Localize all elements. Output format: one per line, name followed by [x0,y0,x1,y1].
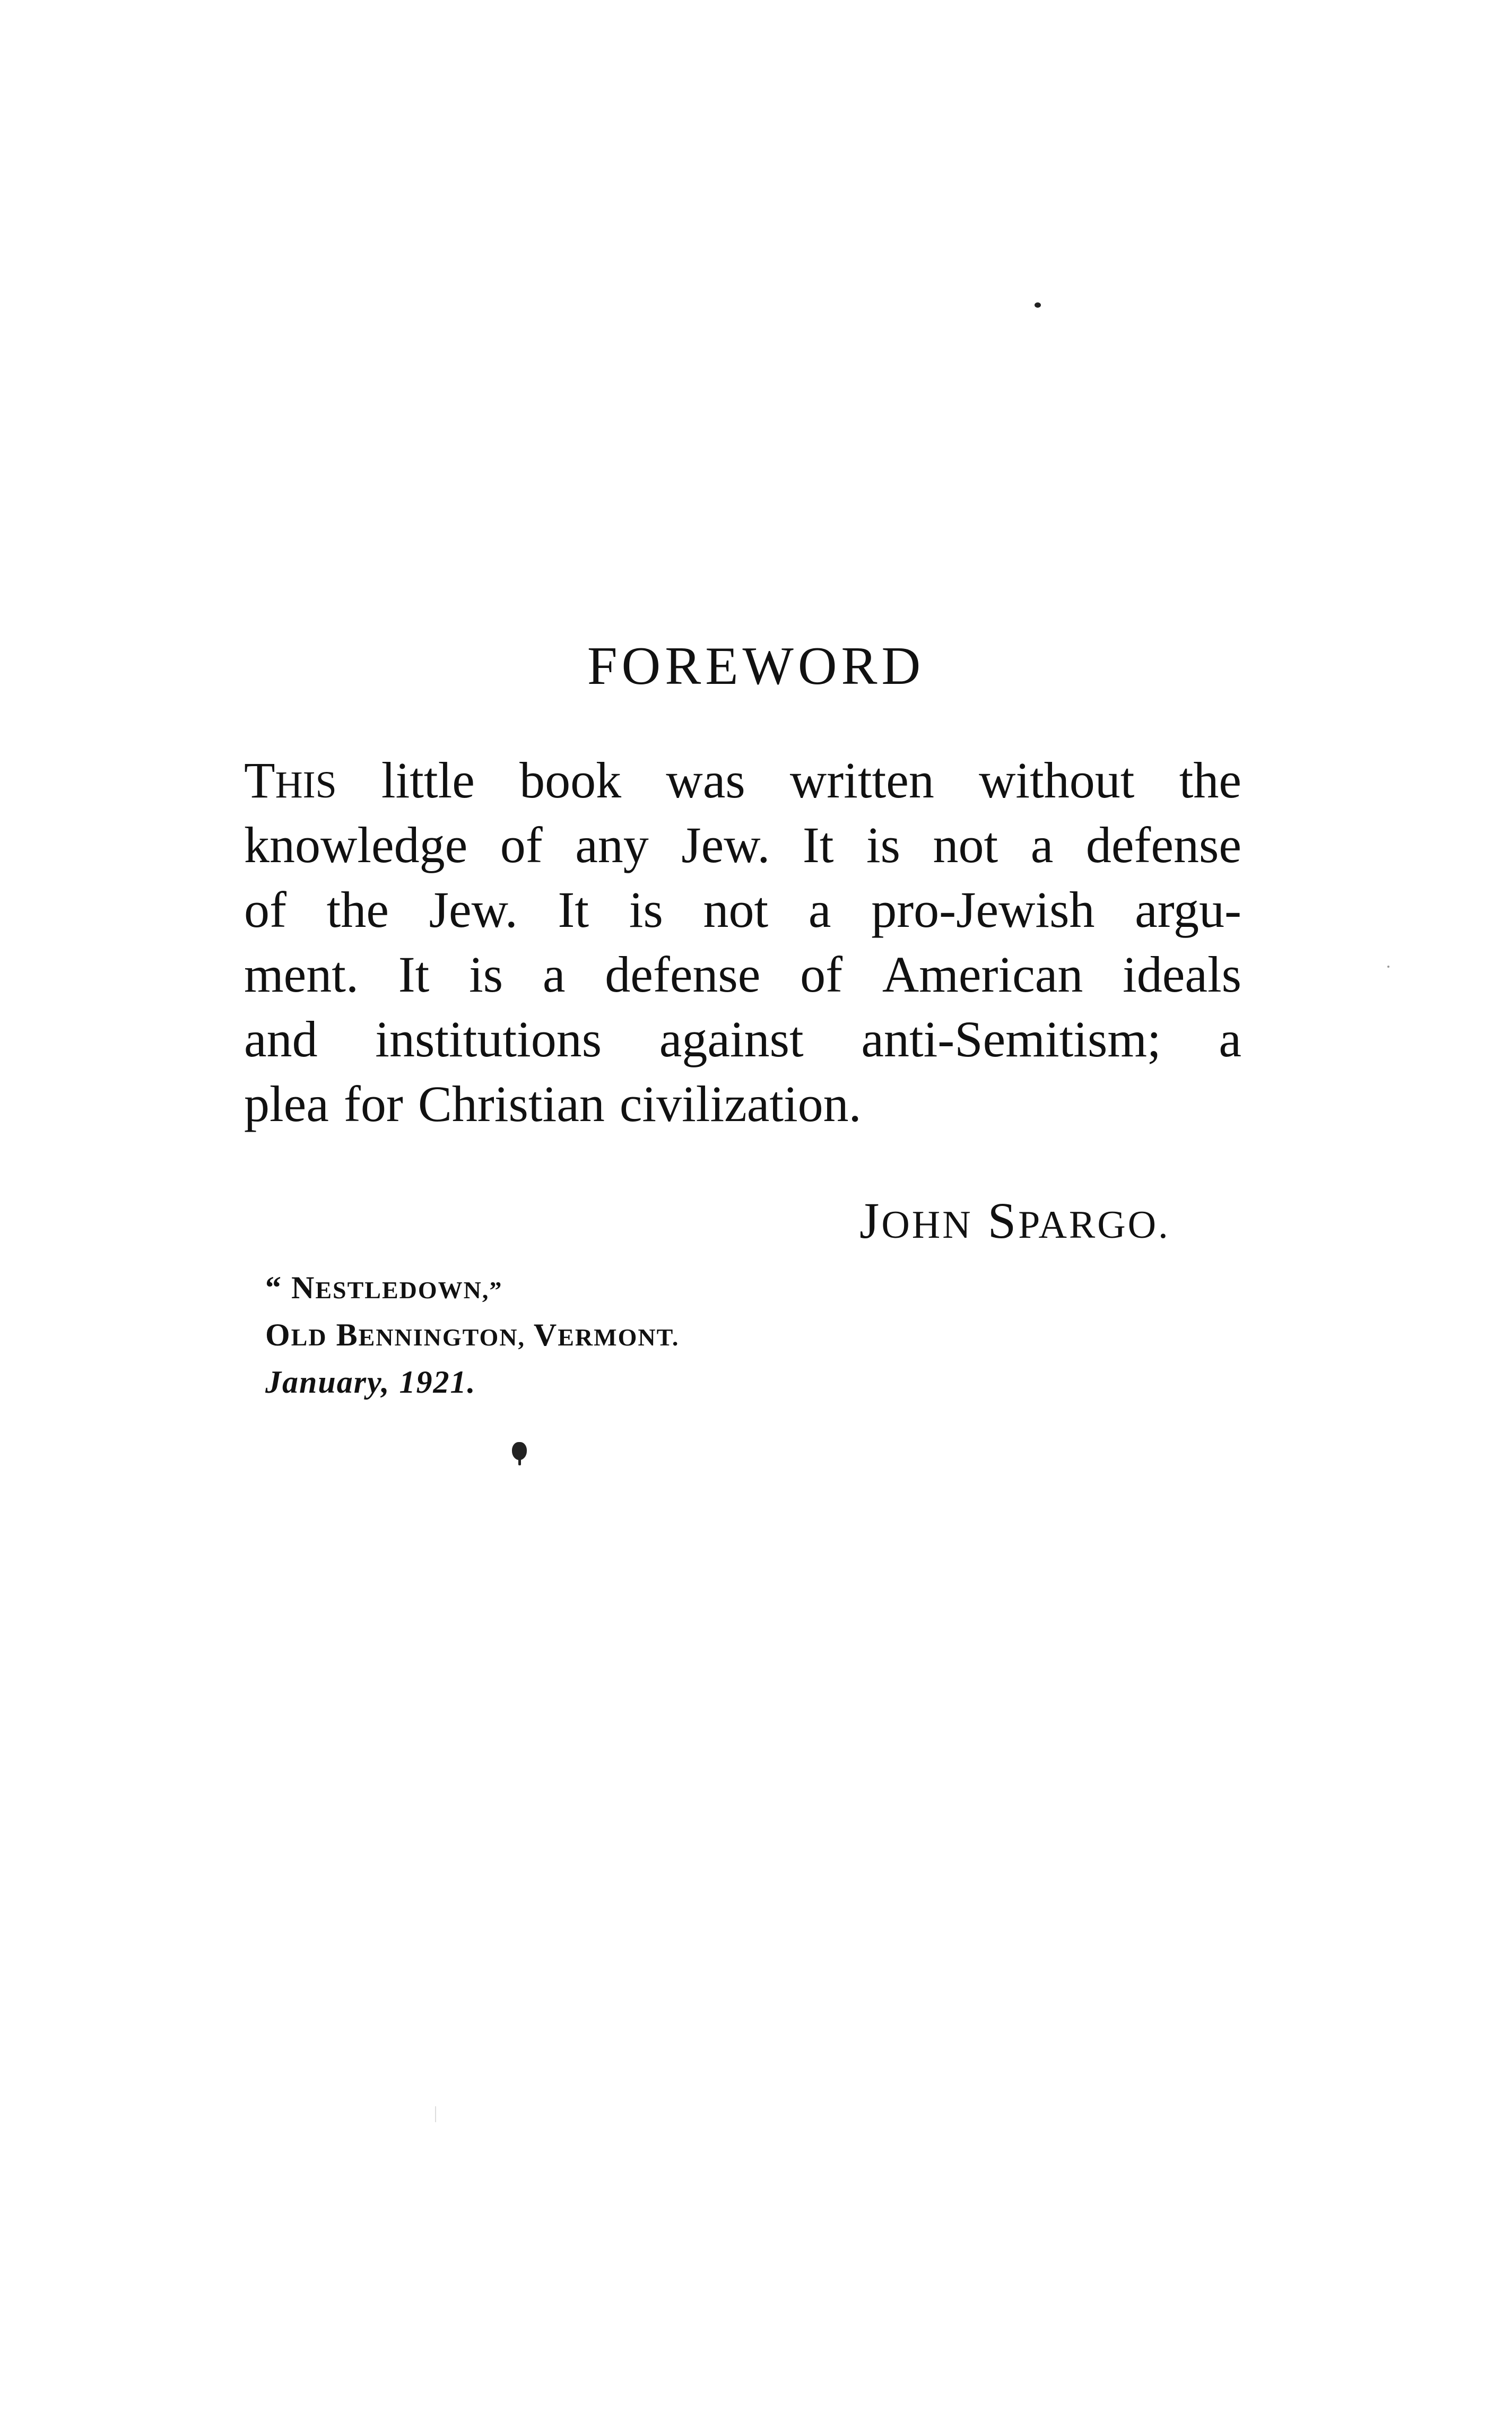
paragraph-word: It [558,881,589,938]
paragraph-word: pro-Jewish [871,881,1095,938]
paragraph-word: institutions [375,1011,602,1067]
place-line [265,1313,679,1360]
paragraph-word: ment. [244,946,359,1003]
paragraph-word: defense [1085,817,1241,873]
place-word-rest: LD [291,1324,327,1351]
paragraph-word: not [703,881,769,938]
paragraph-word: is [629,881,663,938]
ink-blot [512,1442,527,1460]
foreword-paragraph [244,748,1241,1136]
paragraph-word: book [519,752,622,809]
signature-last-initial: S [987,1192,1019,1249]
house-name [265,1265,679,1313]
signature-last-rest: PARGO. [1018,1203,1170,1247]
paragraph-word: any [575,817,649,873]
ink-blot-stem [518,1458,521,1465]
foreword-heading: FOREWORD [587,636,925,696]
place-word-initial: V [533,1317,558,1352]
paragraph-word: is [469,946,503,1003]
paragraph-word: defense [605,946,761,1003]
house-name-initial: “ N [265,1270,316,1305]
paragraph-word: for [343,1075,403,1132]
paragraph-word: knowledge [244,817,468,873]
paragraph-word: argu- [1135,881,1241,938]
paragraph-word: American [882,946,1083,1003]
paragraph-word: a [1219,1011,1241,1067]
paragraph-word: is [866,817,901,873]
paragraph-word: written [789,752,934,809]
paragraph-word: of [800,946,843,1003]
date-line: January, 1921. [265,1365,476,1400]
paragraph-word: It [802,817,834,873]
paragraph-word: little [381,752,475,809]
paragraph-word: Jew. [681,817,770,873]
dateline-block [265,1265,679,1404]
paragraph-line [244,1007,1241,1072]
paragraph-word: a [542,946,566,1003]
paragraph-line [244,748,1241,813]
paragraph-word: a [1030,817,1054,873]
author-signature [859,1191,1170,1250]
paragraph-word: of [244,881,286,938]
paragraph-word: without [979,752,1135,809]
paragraph-word: plea [244,1075,329,1132]
paragraph-word: Christian [418,1075,605,1132]
place-word-initial: B [336,1317,359,1352]
paper-mark [435,2106,436,2122]
paragraph-word: the [326,881,389,938]
ink-speck [1035,302,1041,308]
place-word-initial: O [265,1317,291,1352]
paragraph-word: Jew. [429,881,518,938]
paragraph-word: ideals [1123,946,1241,1003]
paragraph-word-smallcaps: THIS [244,752,337,809]
paragraph-line [244,813,1241,878]
paragraph-word: against [659,1011,804,1067]
place-word-rest: ERMONT. [558,1324,680,1351]
paragraph-word: of [500,817,543,873]
house-name-rest: ESTLEDOWN,” [315,1277,503,1304]
paragraph-line [244,942,1241,1007]
paragraph-word: It [398,946,430,1003]
place-word-rest: ENNINGTON, [358,1324,525,1351]
paragraph-word: and [244,1011,318,1067]
signature-first-rest: OHN [881,1203,973,1247]
paragraph-word: not [933,817,998,873]
paragraph-line [244,878,1241,942]
paragraph-word: a [808,881,831,938]
paragraph-word: anti-Semitism; [861,1011,1161,1067]
ink-speck [1387,966,1389,968]
paragraph-word: was [666,752,745,809]
paragraph-word: civilization. [619,1075,862,1132]
signature-first-initial: J [859,1192,882,1249]
paragraph-word: the [1179,752,1241,809]
paragraph-line [244,1072,1241,1136]
